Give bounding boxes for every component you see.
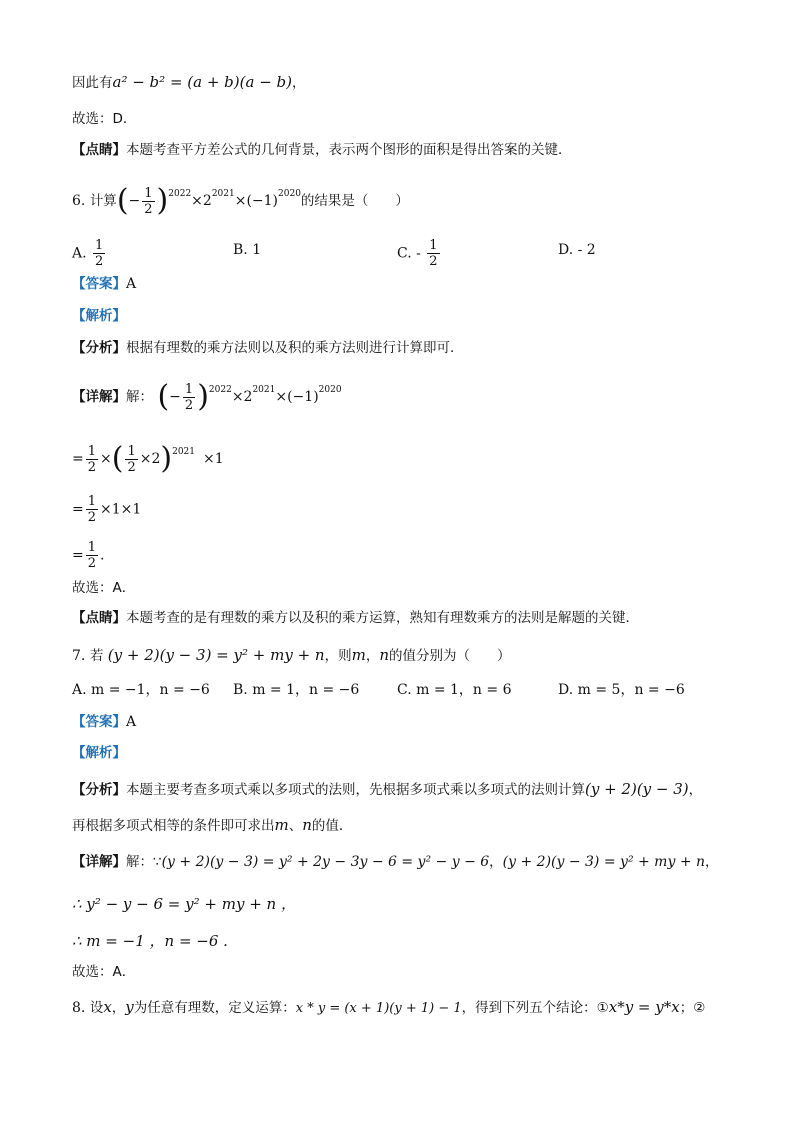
xiangjie-pre: 解：	[126, 389, 153, 405]
times-two: ×2	[191, 193, 212, 209]
q6-choose: 故选：A．	[72, 580, 136, 596]
dianjing-line-q5	[72, 140, 572, 160]
analysis-tag: 【解析】	[72, 308, 126, 324]
question-7-number: 7.	[72, 648, 86, 664]
fenxi-text: 根据有理数的乘方法则以及积的乘方法则进行计算即可．	[126, 340, 464, 356]
right-paren: )	[156, 183, 169, 218]
conclusion-prefix: 因此有	[72, 75, 113, 91]
answer-value: A	[126, 276, 137, 292]
q7-therefore-2: ∴ m = −1 ，n = −6 .	[72, 932, 228, 950]
q6-option-b: B. 1	[233, 242, 262, 258]
difference-of-squares-formula: a² − b² = (a + b)(a − b)	[112, 73, 292, 91]
q6-answer	[72, 274, 136, 294]
conclusion-line	[72, 72, 306, 93]
dianjing-text: 本题考查平方差公式的几何背景，表示两个图形的面积是得出答案的关键．	[126, 142, 572, 158]
q7-choose: 故选：A．	[72, 964, 136, 980]
question-6: 6. 计算(− $\frac{1}{2}$ )$^{2022}\times 2^{2021}\times(-1)^{2020}$的结果是（ ）	[72, 183, 409, 218]
dianjing-text: 本题考查的是有理数的乘方以及积的乘方运算，熟知有理数乘方的法则是解题的关键．	[126, 610, 639, 626]
q7-option-b: B. m = 1，n = −6	[233, 682, 360, 698]
times-neg-one: ×(−1)	[234, 193, 279, 209]
dianjing-tag: 【点睛】	[72, 142, 126, 158]
dianjing-tag: 【点睛】	[72, 610, 126, 626]
q7-fenxi-2: 再根据多项式相等的条件即可求出m、n的值．	[72, 816, 353, 834]
q6-fenxi	[72, 338, 464, 358]
q6-option-c: C. - $\frac{1}{2}$	[397, 238, 438, 269]
q6-option-d: D. - 2	[558, 242, 596, 258]
exponent-2020: 2020	[278, 189, 301, 199]
exponent-2022: 2022	[168, 189, 192, 199]
q7-fenxi: 【分析】本题主要考查多项式乘以多项式的法则，先根据多项式乘以多项式的法则计算(y + 2)(y − 3)，	[72, 780, 703, 798]
q6-step-2: = $\frac{1}{2}$ ×1×1	[72, 494, 142, 525]
q7-xiangjie: 【详解】解：∵(y + 2)(y − 3) = y² + 2y − 3y − 6 = y² − y − 6，(y + 2)(y − 3) = y² + my + n，	[72, 854, 719, 870]
q6-xiangjie: 【详解】解： (− $\frac{1}{2}$ )$^{2022}\times 2^{2021}\times(-1)^{2020}$	[72, 379, 342, 414]
conclusion-suffix: ，	[292, 75, 306, 91]
question-8: 8. 设x，y为任意有理数，定义运算：x * y = (x + 1)(y + 1) − 1，得到下列五个结论：①x*y = y*x；②	[72, 998, 706, 1016]
q6-dianjing	[72, 608, 639, 628]
q6-analysis	[72, 306, 126, 326]
choose-line-q5: 故选：D．	[72, 111, 137, 127]
left-paren: (	[116, 183, 129, 218]
q7-option-c: C. m = 1，n = 6	[397, 682, 512, 698]
q6-option-a: A. $\frac{1}{2}$	[72, 238, 104, 269]
exponent-2021: 2021	[211, 189, 235, 199]
q7-therefore-1: ∴ y² − y − 6 = y² + my + n ，	[72, 895, 296, 913]
q7-option-d: D. m = 5，n = −6	[558, 682, 685, 698]
q6-step-1: = $\frac{1}{2}$ ×( $\frac{1}{2}$ ×2)$^{2021}$ ×1	[72, 441, 224, 476]
q7-option-a: A. m = −1，n = −6	[72, 682, 210, 698]
q7-analysis: 【解析】	[72, 745, 126, 761]
fraction-half: $\frac{1}{2}$	[144, 185, 153, 217]
question-7: 7. 若 (y + 2)(y − 3) = y² + my + n，则m，n的值分别为（ ）	[72, 646, 511, 664]
q6-step-3: = $\frac{1}{2}$ .	[72, 540, 105, 571]
fenxi-tag: 【分析】	[72, 340, 126, 356]
question-6-number: 6.	[72, 193, 86, 209]
xiangjie-tag: 【详解】	[72, 389, 126, 405]
question-6-pre: 计算	[89, 193, 117, 209]
q7-equation: (y + 2)(y − 3) = y² + my + n	[107, 646, 325, 664]
q7-answer: 【答案】A	[72, 714, 137, 730]
question-6-post: 的结果是（ ）	[300, 193, 409, 209]
answer-tag: 【答案】	[72, 276, 126, 292]
